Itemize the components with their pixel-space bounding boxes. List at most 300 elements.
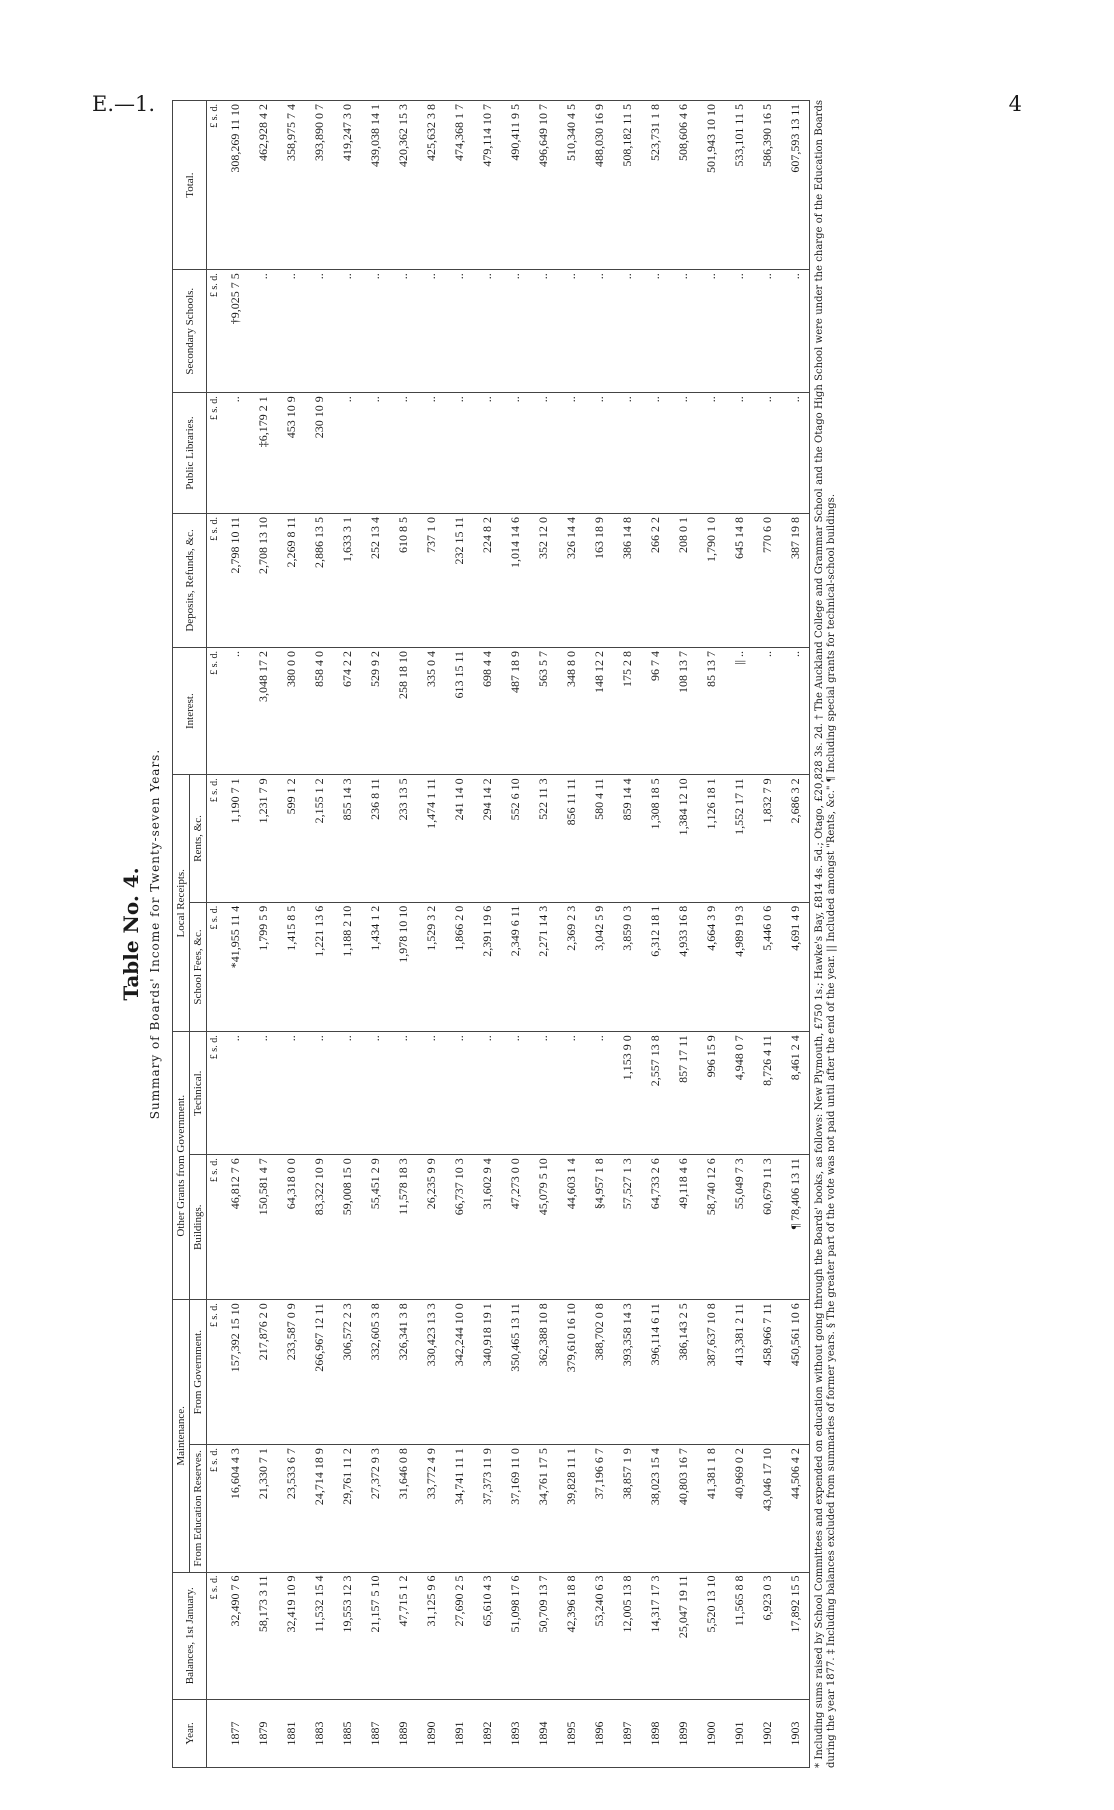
cell-total: 586,390 16 5 xyxy=(753,101,781,270)
table-row xyxy=(557,101,585,1768)
cell-balances: 11,565 8 8 xyxy=(725,1572,753,1699)
cell-buildings: 46,812 7 6 xyxy=(221,1155,249,1300)
cell-year: 1898 xyxy=(641,1699,669,1767)
cell-buildings: 59,008 15 0 xyxy=(333,1155,361,1300)
table-row xyxy=(669,101,697,1768)
cell-libraries: .. xyxy=(669,393,697,514)
cell-interest: || .. xyxy=(725,647,753,774)
cell-total: 358,975 7 4 xyxy=(277,101,305,270)
cell-interest: 380 0 0 xyxy=(277,647,305,774)
cell-technical: .. xyxy=(585,1032,613,1155)
cell-buildings: 49,118 4 6 xyxy=(669,1155,697,1300)
cell-government: 450,561 10 6 xyxy=(781,1300,810,1445)
cell-rents: 1,231 7 9 xyxy=(249,775,277,902)
cell-school-fees: 4,933 16 8 xyxy=(669,902,697,1032)
cell-school-fees: 2,369 2 3 xyxy=(557,902,585,1032)
cell-government: 330,423 13 3 xyxy=(417,1300,445,1445)
cell-year: 1899 xyxy=(669,1699,697,1767)
cell-balances: 19,553 12 3 xyxy=(333,1572,361,1699)
cell-reserves: 40,803 16 7 xyxy=(669,1445,697,1572)
cell-rents: 241 14 0 xyxy=(445,775,473,902)
unit-cell: £ s. d. xyxy=(207,1445,222,1572)
cell-school-fees: 1,978 10 10 xyxy=(389,902,417,1032)
cell-technical: .. xyxy=(417,1032,445,1155)
table-row xyxy=(277,101,305,1768)
table-row xyxy=(417,101,445,1768)
cell-libraries: .. xyxy=(361,393,389,514)
cell-total: 501,943 10 10 xyxy=(697,101,725,270)
header-from-government: From Government. xyxy=(190,1300,207,1445)
cell-technical: 996 15 9 xyxy=(697,1032,725,1155)
cell-libraries: ‡6,179 2 1 xyxy=(249,393,277,514)
cell-secondary: .. xyxy=(361,270,389,393)
cell-deposits: 1,014 14 6 xyxy=(501,513,529,647)
header-technical: Technical. xyxy=(190,1032,207,1155)
table-row xyxy=(585,101,613,1768)
cell-year: 1890 xyxy=(417,1699,445,1767)
cell-buildings: 150,581 4 7 xyxy=(249,1155,277,1300)
cell-school-fees: 1,866 2 0 xyxy=(445,902,473,1032)
cell-school-fees: 5,446 0 6 xyxy=(753,902,781,1032)
cell-rents: 1,126 18 1 xyxy=(697,775,725,902)
income-summary-table xyxy=(172,100,810,1768)
cell-school-fees: 1,799 5 9 xyxy=(249,902,277,1032)
cell-libraries: .. xyxy=(725,393,753,514)
cell-total: 508,182 11 5 xyxy=(613,101,641,270)
cell-deposits: 386 14 8 xyxy=(613,513,641,647)
header-interest: Interest. xyxy=(173,647,207,774)
cell-rents: 522 11 3 xyxy=(529,775,557,902)
cell-technical: .. xyxy=(473,1032,501,1155)
cell-total: 308,269 11 10 xyxy=(221,101,249,270)
cell-reserves: 16,604 4 3 xyxy=(221,1445,249,1572)
cell-deposits: 224 8 2 xyxy=(473,513,501,647)
cell-balances: 50,709 13 7 xyxy=(529,1572,557,1699)
cell-rents: 1,552 17 11 xyxy=(725,775,753,902)
cell-buildings: 26,235 9 9 xyxy=(417,1155,445,1300)
cell-total: 419,247 3 0 xyxy=(333,101,361,270)
cell-year: 1903 xyxy=(781,1699,810,1767)
cell-technical: .. xyxy=(361,1032,389,1155)
cell-secondary: .. xyxy=(697,270,725,393)
cell-school-fees: 3,042 5 9 xyxy=(585,902,613,1032)
cell-technical: .. xyxy=(221,1032,249,1155)
footnote-text: * Including sums raised by School Committees and expended on education without going through the Boards' books, as follows: New Plymouth, £750 1s.; Hawke's Bay, £814 4s. 5d.; Otago, £20,828 3s. 2d. † The Auckland College and Grammar School and the Otago High School were under the charge of the Education Boards during the year 1877. ‡ Including balances excluded from summaries of former years. § The greater part of the vote was not paid until after the end of the year. || Included amongst "Rents, &c." ¶ Including special grants for technical-school buildings. xyxy=(814,100,837,1768)
cell-libraries: .. xyxy=(613,393,641,514)
cell-libraries: .. xyxy=(641,393,669,514)
cell-balances: 58,173 3 11 xyxy=(249,1572,277,1699)
header-row-1 xyxy=(173,101,190,1768)
table-title: Table No. 4. xyxy=(119,867,143,1001)
cell-total: 533,101 11 5 xyxy=(725,101,753,270)
unit-cell: £ s. d. xyxy=(207,270,222,393)
cell-secondary: .. xyxy=(669,270,697,393)
header-total: Total. xyxy=(173,101,207,270)
cell-school-fees: 1,529 3 2 xyxy=(417,902,445,1032)
header-maintenance: Maintenance. xyxy=(173,1300,190,1572)
cell-libraries: .. xyxy=(445,393,473,514)
cell-year: 1895 xyxy=(557,1699,585,1767)
cell-year: 1897 xyxy=(613,1699,641,1767)
cell-technical: .. xyxy=(389,1032,417,1155)
unit-cell: £ s. d. xyxy=(207,513,222,647)
cell-rents: 2,155 1 2 xyxy=(305,775,333,902)
cell-balances: 25,047 19 11 xyxy=(669,1572,697,1699)
cell-secondary: .. xyxy=(529,270,557,393)
cell-libraries: .. xyxy=(557,393,585,514)
cell-interest: 258 18 10 xyxy=(389,647,417,774)
rotated-table-block xyxy=(116,100,1006,1768)
cell-total: 420,362 15 3 xyxy=(389,101,417,270)
cell-deposits: 610 8 5 xyxy=(389,513,417,647)
cell-buildings: 11,578 18 3 xyxy=(389,1155,417,1300)
cell-year: 1881 xyxy=(277,1699,305,1767)
header-year: Year. xyxy=(173,1699,207,1767)
cell-secondary: .. xyxy=(277,270,305,393)
cell-technical: 8,461 2 4 xyxy=(781,1032,810,1155)
table-subtitle: Summary of Boards' Income for Twenty-seven Years. xyxy=(148,748,162,1120)
cell-reserves: 37,196 6 7 xyxy=(585,1445,613,1572)
cell-school-fees: 1,188 2 10 xyxy=(333,902,361,1032)
cell-libraries: .. xyxy=(333,393,361,514)
cell-balances: 11,532 15 4 xyxy=(305,1572,333,1699)
table-row xyxy=(613,101,641,1768)
cell-interest: 148 12 2 xyxy=(585,647,613,774)
cell-technical: 2,557 13 8 xyxy=(641,1032,669,1155)
cell-reserves: 34,761 17 5 xyxy=(529,1445,557,1572)
cell-libraries: .. xyxy=(221,393,249,514)
header-balances: Balances, 1st January. xyxy=(173,1572,207,1699)
cell-government: 217,876 2 0 xyxy=(249,1300,277,1445)
cell-total: 393,890 0 7 xyxy=(305,101,333,270)
cell-secondary: .. xyxy=(585,270,613,393)
cell-balances: 5,520 13 10 xyxy=(697,1572,725,1699)
cell-rents: 1,190 7 1 xyxy=(221,775,249,902)
cell-secondary: .. xyxy=(417,270,445,393)
cell-technical: .. xyxy=(305,1032,333,1155)
cell-technical: 857 17 11 xyxy=(669,1032,697,1155)
cell-year: 1887 xyxy=(361,1699,389,1767)
cell-deposits: 387 19 8 xyxy=(781,513,810,647)
cell-rents: 236 8 11 xyxy=(361,775,389,902)
cell-school-fees: 4,691 4 9 xyxy=(781,902,810,1032)
cell-deposits: 266 2 2 xyxy=(641,513,669,647)
cell-secondary: .. xyxy=(613,270,641,393)
cell-interest: 613 15 11 xyxy=(445,647,473,774)
cell-rents: 855 14 3 xyxy=(333,775,361,902)
cell-year: 1894 xyxy=(529,1699,557,1767)
cell-government: 332,605 3 8 xyxy=(361,1300,389,1445)
cell-government: 157,392 15 10 xyxy=(221,1300,249,1445)
cell-balances: 14,317 17 3 xyxy=(641,1572,669,1699)
cell-technical: .. xyxy=(445,1032,473,1155)
cell-deposits: 208 0 1 xyxy=(669,513,697,647)
header-local-receipts: Local Receipts. xyxy=(173,775,190,1032)
table-row xyxy=(333,101,361,1768)
cell-buildings: 64,733 2 6 xyxy=(641,1155,669,1300)
cell-year: 1889 xyxy=(389,1699,417,1767)
cell-buildings: 45,079 5 10 xyxy=(529,1155,557,1300)
cell-deposits: 1,633 3 1 xyxy=(333,513,361,647)
cell-buildings: 64,318 0 0 xyxy=(277,1155,305,1300)
cell-deposits: 770 6 0 xyxy=(753,513,781,647)
cell-government: 387,637 10 8 xyxy=(697,1300,725,1445)
cell-reserves: 43,046 17 10 xyxy=(753,1445,781,1572)
cell-interest: .. xyxy=(753,647,781,774)
cell-government: 342,244 10 0 xyxy=(445,1300,473,1445)
cell-libraries: .. xyxy=(417,393,445,514)
cell-school-fees: 2,271 14 3 xyxy=(529,902,557,1032)
cell-school-fees: 3,859 0 3 xyxy=(613,902,641,1032)
cell-libraries: .. xyxy=(697,393,725,514)
cell-school-fees: 1,415 8 5 xyxy=(277,902,305,1032)
cell-buildings: 83,322 10 9 xyxy=(305,1155,333,1300)
unit-cell: £ s. d. xyxy=(207,101,222,270)
cell-government: 340,918 19 1 xyxy=(473,1300,501,1445)
cell-rents: 2,686 3 2 xyxy=(781,775,810,902)
cell-balances: 32,490 7 6 xyxy=(221,1572,249,1699)
cell-deposits: 163 18 9 xyxy=(585,513,613,647)
cell-technical: .. xyxy=(529,1032,557,1155)
cell-total: 490,411 9 5 xyxy=(501,101,529,270)
cell-reserves: 31,646 0 8 xyxy=(389,1445,417,1572)
unit-cell: £ s. d. xyxy=(207,902,222,1032)
cell-buildings: 55,049 7 3 xyxy=(725,1155,753,1300)
cell-year: 1902 xyxy=(753,1699,781,1767)
cell-reserves: 33,772 4 9 xyxy=(417,1445,445,1572)
cell-government: 233,587 0 9 xyxy=(277,1300,305,1445)
cell-year: 1877 xyxy=(221,1699,249,1767)
cell-interest: .. xyxy=(221,647,249,774)
table-row xyxy=(221,101,249,1768)
table-row xyxy=(781,101,810,1768)
cell-school-fees: *41,955 11 4 xyxy=(221,902,249,1032)
cell-reserves: 38,023 15 4 xyxy=(641,1445,669,1572)
cell-school-fees: 1,221 13 6 xyxy=(305,902,333,1032)
cell-buildings: 58,740 12 6 xyxy=(697,1155,725,1300)
cell-deposits: 645 14 8 xyxy=(725,513,753,647)
cell-technical: .. xyxy=(249,1032,277,1155)
cell-government: 266,967 12 11 xyxy=(305,1300,333,1445)
cell-rents: 599 1 2 xyxy=(277,775,305,902)
cell-balances: 6,923 0 3 xyxy=(753,1572,781,1699)
cell-interest: 335 0 4 xyxy=(417,647,445,774)
cell-secondary: †9,025 7 5 xyxy=(221,270,249,393)
unit-cell: £ s. d. xyxy=(207,1572,222,1699)
table-row xyxy=(305,101,333,1768)
cell-reserves: 38,857 1 9 xyxy=(613,1445,641,1572)
cell-secondary: .. xyxy=(753,270,781,393)
cell-interest: 175 2 8 xyxy=(613,647,641,774)
table-row xyxy=(361,101,389,1768)
cell-reserves: 34,741 11 1 xyxy=(445,1445,473,1572)
cell-reserves: 24,714 18 9 xyxy=(305,1445,333,1572)
cell-libraries: .. xyxy=(753,393,781,514)
cell-total: 425,632 3 8 xyxy=(417,101,445,270)
cell-balances: 17,892 15 5 xyxy=(781,1572,810,1699)
cell-balances: 31,125 9 6 xyxy=(417,1572,445,1699)
cell-balances: 65,610 4 3 xyxy=(473,1572,501,1699)
cell-year: 1883 xyxy=(305,1699,333,1767)
cell-secondary: .. xyxy=(641,270,669,393)
cell-technical: .. xyxy=(277,1032,305,1155)
cell-reserves: 29,761 11 2 xyxy=(333,1445,361,1572)
cell-total: 488,030 16 9 xyxy=(585,101,613,270)
cell-secondary: .. xyxy=(305,270,333,393)
cell-total: 508,606 4 6 xyxy=(669,101,697,270)
cell-total: 510,340 4 5 xyxy=(557,101,585,270)
cell-government: 413,381 2 11 xyxy=(725,1300,753,1445)
cell-government: 393,358 14 3 xyxy=(613,1300,641,1445)
cell-reserves: 21,330 7 1 xyxy=(249,1445,277,1572)
cell-libraries: .. xyxy=(585,393,613,514)
cell-total: 479,114 10 7 xyxy=(473,101,501,270)
cell-balances: 47,715 1 2 xyxy=(389,1572,417,1699)
cell-rents: 1,308 18 5 xyxy=(641,775,669,902)
cell-balances: 27,690 2 5 xyxy=(445,1572,473,1699)
header-deposits: Deposits, Refunds, &c. xyxy=(173,513,207,647)
cell-total: 523,731 1 8 xyxy=(641,101,669,270)
cell-year: 1885 xyxy=(333,1699,361,1767)
cell-secondary: .. xyxy=(333,270,361,393)
cell-total: 496,649 10 7 xyxy=(529,101,557,270)
cell-interest: 348 8 0 xyxy=(557,647,585,774)
cell-year: 1891 xyxy=(445,1699,473,1767)
table-row xyxy=(445,101,473,1768)
cell-interest: 698 4 4 xyxy=(473,647,501,774)
cell-buildings: 55,451 2 9 xyxy=(361,1155,389,1300)
cell-school-fees: 2,391 19 6 xyxy=(473,902,501,1032)
unit-cell-year xyxy=(207,1699,222,1767)
cell-technical: 4,948 0 7 xyxy=(725,1032,753,1155)
cell-technical: .. xyxy=(501,1032,529,1155)
cell-reserves: 40,969 0 2 xyxy=(725,1445,753,1572)
cell-technical: 8,726 4 11 xyxy=(753,1032,781,1155)
unit-cell: £ s. d. xyxy=(207,647,222,774)
table-row xyxy=(473,101,501,1768)
cell-reserves: 37,373 11 9 xyxy=(473,1445,501,1572)
cell-interest: 858 4 0 xyxy=(305,647,333,774)
cell-libraries: .. xyxy=(529,393,557,514)
cell-year: 1896 xyxy=(585,1699,613,1767)
cell-technical: .. xyxy=(557,1032,585,1155)
cell-interest: 96 7 4 xyxy=(641,647,669,774)
unit-cell: £ s. d. xyxy=(207,775,222,902)
table-row xyxy=(725,101,753,1768)
cell-rents: 580 4 11 xyxy=(585,775,613,902)
cell-deposits: 252 13 4 xyxy=(361,513,389,647)
cell-school-fees: 4,989 19 3 xyxy=(725,902,753,1032)
cell-rents: 552 6 10 xyxy=(501,775,529,902)
cell-buildings: 44,603 1 4 xyxy=(557,1155,585,1300)
cell-secondary: .. xyxy=(389,270,417,393)
cell-buildings: 31,602 9 4 xyxy=(473,1155,501,1300)
cell-deposits: 2,886 13 5 xyxy=(305,513,333,647)
unit-cell: £ s. d. xyxy=(207,393,222,514)
cell-balances: 12,005 13 8 xyxy=(613,1572,641,1699)
header-public-libraries: Public Libraries. xyxy=(173,393,207,514)
cell-government: 458,966 7 11 xyxy=(753,1300,781,1445)
cell-balances: 21,157 5 10 xyxy=(361,1572,389,1699)
cell-technical: 1,153 9 0 xyxy=(613,1032,641,1155)
cell-reserves: 39,828 11 1 xyxy=(557,1445,585,1572)
cell-government: 306,572 2 3 xyxy=(333,1300,361,1445)
cell-interest: 85 13 7 xyxy=(697,647,725,774)
table-row xyxy=(389,101,417,1768)
cell-balances: 42,396 18 8 xyxy=(557,1572,585,1699)
footnotes xyxy=(814,100,838,1768)
cell-buildings: 66,737 10 3 xyxy=(445,1155,473,1300)
cell-buildings: §4,957 1 8 xyxy=(585,1155,613,1300)
page-reference: E.—1. xyxy=(92,92,156,116)
cell-deposits: 1,790 1 0 xyxy=(697,513,725,647)
cell-libraries: 230 10 9 xyxy=(305,393,333,514)
cell-school-fees: 4,664 3 9 xyxy=(697,902,725,1032)
cell-deposits: 2,269 8 11 xyxy=(277,513,305,647)
cell-deposits: 232 15 11 xyxy=(445,513,473,647)
cell-interest: .. xyxy=(781,647,810,774)
cell-secondary: .. xyxy=(473,270,501,393)
cell-deposits: 352 12 0 xyxy=(529,513,557,647)
cell-school-fees: 2,349 6 11 xyxy=(501,902,529,1032)
cell-deposits: 2,708 13 10 xyxy=(249,513,277,647)
cell-interest: 529 9 2 xyxy=(361,647,389,774)
cell-secondary: .. xyxy=(725,270,753,393)
cell-rents: 233 13 5 xyxy=(389,775,417,902)
cell-interest: 487 18 9 xyxy=(501,647,529,774)
cell-balances: 51,098 17 6 xyxy=(501,1572,529,1699)
cell-government: 379,610 16 10 xyxy=(557,1300,585,1445)
cell-total: 462,928 4 2 xyxy=(249,101,277,270)
table-body xyxy=(207,101,810,1768)
cell-total: 439,038 14 1 xyxy=(361,101,389,270)
header-from-reserves: From Education Reserves. xyxy=(190,1445,207,1572)
cell-rents: 859 14 4 xyxy=(613,775,641,902)
header-buildings: Buildings. xyxy=(190,1155,207,1300)
header-secondary-schools: Secondary Schools. xyxy=(173,270,207,393)
cell-government: 388,702 0 8 xyxy=(585,1300,613,1445)
cell-deposits: 737 1 0 xyxy=(417,513,445,647)
cell-rents: 294 14 2 xyxy=(473,775,501,902)
cell-balances: 32,419 10 9 xyxy=(277,1572,305,1699)
cell-interest: 563 5 7 xyxy=(529,647,557,774)
cell-reserves: 27,372 9 3 xyxy=(361,1445,389,1572)
cell-libraries: .. xyxy=(473,393,501,514)
cell-secondary: .. xyxy=(249,270,277,393)
unit-row xyxy=(207,101,222,1768)
cell-total: 474,368 1 7 xyxy=(445,101,473,270)
cell-year: 1879 xyxy=(249,1699,277,1767)
cell-rents: 856 11 11 xyxy=(557,775,585,902)
cell-rents: 1,832 7 9 xyxy=(753,775,781,902)
cell-year: 1901 xyxy=(725,1699,753,1767)
cell-total: 607,593 13 11 xyxy=(781,101,810,270)
cell-reserves: 37,169 11 0 xyxy=(501,1445,529,1572)
cell-rents: 1,384 12 10 xyxy=(669,775,697,902)
cell-rents: 1,474 1 11 xyxy=(417,775,445,902)
cell-government: 386,143 2 5 xyxy=(669,1300,697,1445)
cell-buildings: ¶ 78,406 13 11 xyxy=(781,1155,810,1300)
cell-buildings: 60,679 11 3 xyxy=(753,1155,781,1300)
header-other-grants: Other Grants from Government. xyxy=(173,1032,190,1300)
table-row xyxy=(641,101,669,1768)
cell-libraries: .. xyxy=(389,393,417,514)
cell-balances: 53,240 6 3 xyxy=(585,1572,613,1699)
cell-secondary: .. xyxy=(501,270,529,393)
cell-school-fees: 6,312 18 1 xyxy=(641,902,669,1032)
cell-deposits: 326 14 4 xyxy=(557,513,585,647)
table-row xyxy=(529,101,557,1768)
